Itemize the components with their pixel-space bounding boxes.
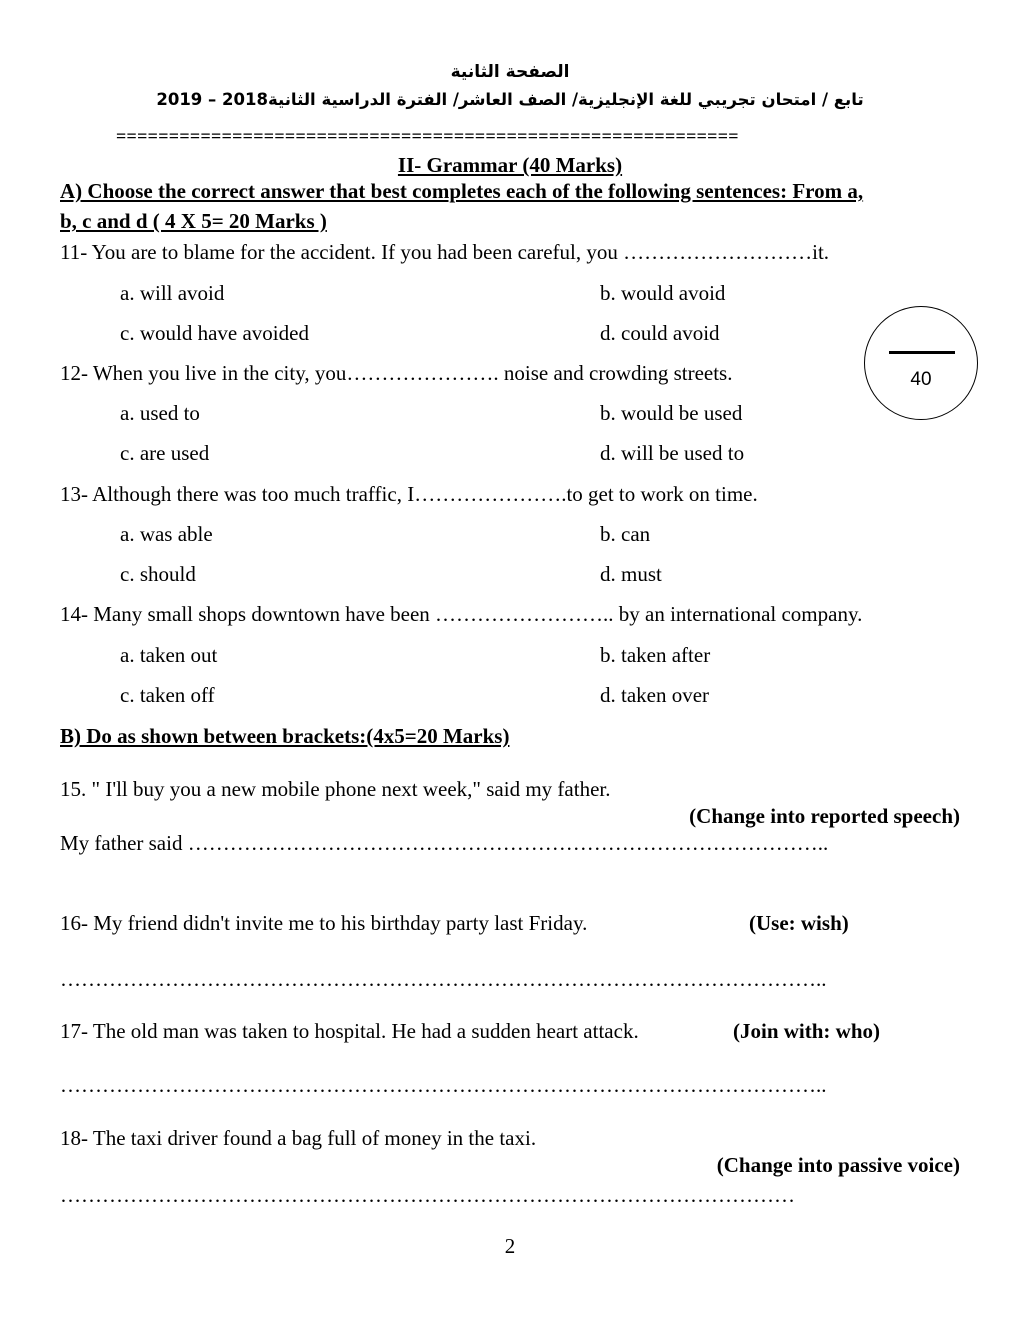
question-16-answer-line: ………………………………………………………………………………………………..	[60, 967, 827, 991]
question-11-option-c: c. would have avoided	[120, 321, 309, 345]
part-b-instructions: B) Do as shown between brackets:(4x5=20 Marks)	[60, 724, 510, 748]
part-a-instructions: A) Choose the correct answer that best completes each of the following sentences: From a,	[60, 179, 864, 203]
question-13-option-d: d. must	[600, 562, 662, 586]
question-17-instruction: (Join with: who)	[733, 1019, 881, 1043]
part-a-instructions-cont: b, c and d ( 4 X 5= 20 Marks )	[60, 209, 327, 233]
question-13-option-b: b. can	[600, 522, 651, 546]
question-13-option-a: a. was able	[120, 522, 213, 546]
question-18-answer-line: ……………………………………………………………………………………………	[60, 1183, 795, 1207]
question-12-stem: 12- When you live in the city, you…………………. noise and crowding streets.	[60, 361, 733, 385]
question-14-option-a: a. taken out	[120, 643, 218, 667]
question-12-option-b: b. would be used	[600, 401, 743, 425]
question-11-option-a: a. will avoid	[120, 281, 225, 305]
question-18-instruction: (Change into passive voice)	[716, 1153, 960, 1177]
question-14-option-b: b. taken after	[600, 643, 711, 667]
question-11-stem: 11- You are to blame for the accident. If you had been careful, you ………………………it.	[60, 240, 830, 264]
question-14-option-d: d. taken over	[600, 683, 710, 707]
question-15-answer-line: My father said ………………………………………………………………………………..	[60, 831, 829, 855]
question-14-stem: 14- Many small shops downtown have been …………………….. by an international company.	[60, 602, 863, 626]
question-12-option-a: a. used to	[120, 401, 200, 425]
question-15-instruction: (Change into reported speech)	[689, 804, 960, 828]
score-line	[889, 351, 955, 354]
page-label: الصفحة الثانية	[450, 62, 570, 82]
question-15-stem: 15. " I'll buy you a new mobile phone next week," said my father.	[60, 777, 611, 801]
separator-line: ===========================================================	[116, 126, 739, 146]
question-14-option-c: c. taken off	[120, 683, 215, 707]
question-18-stem: 18- The taxi driver found a bag full of money in the taxi.	[60, 1126, 537, 1150]
score-total: 40	[910, 369, 932, 390]
score-circle	[864, 306, 978, 420]
question-17-stem: 17- The old man was taken to hospital. He had a sudden heart attack.	[60, 1019, 639, 1043]
question-12-option-c: c. are used	[120, 441, 210, 465]
section-title: II- Grammar (40 Marks)	[397, 153, 623, 177]
question-13-stem: 13- Although there was too much traffic, I………………….to get to work on time.	[60, 482, 758, 506]
question-11-option-b: b. would avoid	[600, 281, 726, 305]
question-16-stem: 16- My friend didn't invite me to his birthday party last Friday.	[60, 911, 588, 935]
exam-title: تابع / امتحان تجريبي للغة الإنجليزية/ الصف العاشر/ الفترة الدراسية الثانية2018 – 2019	[156, 90, 864, 109]
question-17-answer-line: ………………………………………………………………………………………………..	[60, 1073, 827, 1097]
question-12-option-d: d. will be used to	[600, 441, 745, 465]
question-16-instruction: (Use: wish)	[749, 911, 849, 935]
question-13-option-c: c. should	[120, 562, 196, 586]
page-number: 2	[504, 1234, 516, 1258]
question-11-option-d: d. could avoid	[600, 321, 720, 345]
